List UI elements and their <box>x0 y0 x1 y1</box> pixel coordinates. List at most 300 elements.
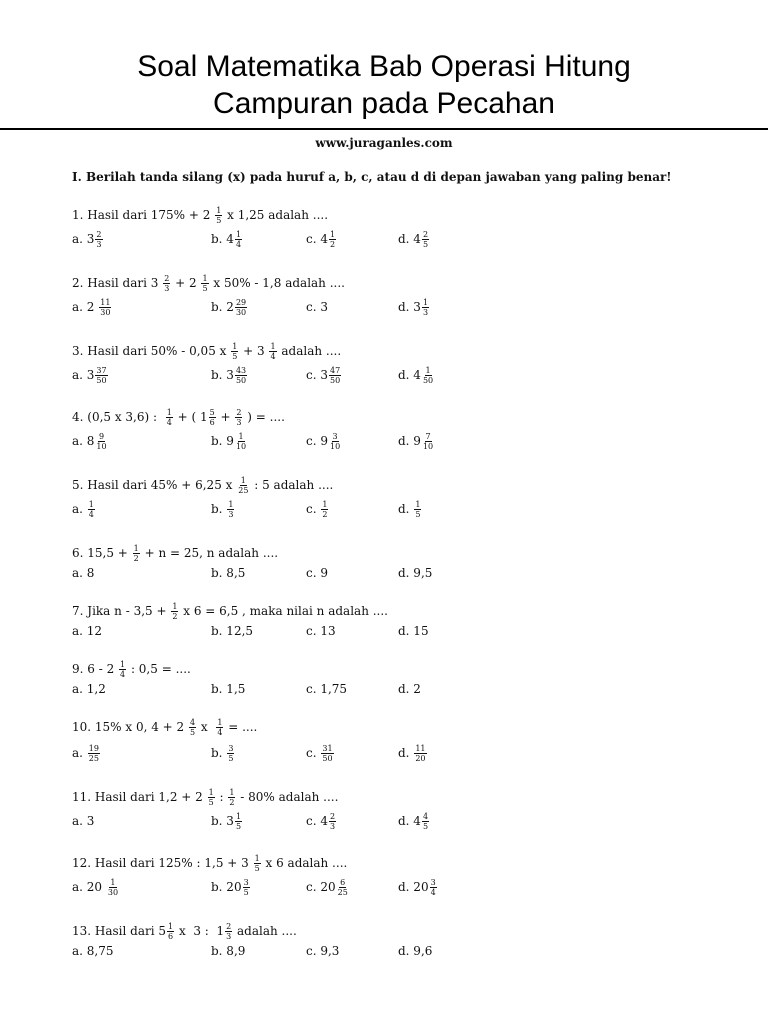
option-b-text: b. 20 <box>211 880 242 894</box>
option-a-fraction <box>88 744 100 763</box>
denominator: 30 <box>235 307 247 317</box>
stem-text: 13. Hasil dari 5 <box>72 924 167 938</box>
option-d[interactable] <box>398 676 421 702</box>
stem-text: + 2 <box>171 276 201 290</box>
option-d[interactable] <box>398 496 422 522</box>
option-b-fraction <box>235 432 247 451</box>
option-a-fraction <box>88 500 95 519</box>
question-stem <box>72 542 278 564</box>
denominator: 3 <box>226 931 232 941</box>
option-c[interactable] <box>306 294 328 320</box>
option-b[interactable] <box>211 362 248 388</box>
page-title <box>0 48 768 122</box>
option-d-text: d. 20 <box>398 880 429 894</box>
option-d-text: d. 9 <box>398 434 421 448</box>
stem-fraction <box>208 788 215 807</box>
stem-text: 11. Hasil dari 1,2 + 2 <box>72 790 207 804</box>
numerator: 1 <box>232 341 238 351</box>
numerator: 1 <box>235 811 242 821</box>
numerator: 2 <box>164 273 170 283</box>
stem-text: = .... <box>224 720 258 734</box>
option-b-fraction <box>227 500 234 519</box>
stem-text: x 50% - 1,8 adalah .... <box>209 276 345 290</box>
option-a-fraction <box>107 878 119 897</box>
option-a[interactable] <box>72 294 112 320</box>
denominator: 10 <box>96 441 107 451</box>
numerator: 1 <box>228 499 234 509</box>
option-b-text: b. 9 <box>211 434 234 448</box>
option-a-text: a. 8 <box>72 566 95 580</box>
option-c-text: c. 4 <box>306 814 328 828</box>
numerator: 29 <box>235 297 247 307</box>
numerator: 1 <box>229 787 235 797</box>
numerator: 3 <box>243 877 249 887</box>
option-d-text: d. 9,6 <box>398 944 433 958</box>
stem-fraction <box>215 206 222 225</box>
option-c-text: c. 3 <box>306 368 328 382</box>
option-d-fraction <box>430 878 437 897</box>
option-a-text: a. 3 <box>72 368 95 382</box>
denominator: 4 <box>217 727 223 737</box>
option-a-text: a. 2 <box>72 300 99 314</box>
numerator: 1 <box>254 853 260 863</box>
denominator: 3 <box>236 417 242 427</box>
option-d-fraction <box>422 366 434 385</box>
denominator: 5 <box>208 797 214 807</box>
denominator: 30 <box>100 307 111 317</box>
numerator: 1 <box>240 475 246 485</box>
stem-fraction <box>269 342 276 361</box>
stem-text: 9. 6 - 2 <box>72 662 119 676</box>
question-item <box>72 600 712 650</box>
denominator: 25 <box>88 753 99 763</box>
option-c-text: c. 9 <box>306 566 328 580</box>
numerator: 2 <box>422 229 429 239</box>
numerator: 1 <box>168 921 174 931</box>
option-b[interactable] <box>211 560 245 586</box>
question-stem <box>72 474 333 496</box>
stem-text: + 3 <box>239 344 269 358</box>
stem-text: 6. 15,5 + <box>72 546 132 560</box>
question-stem <box>72 272 345 294</box>
question-item <box>72 542 712 592</box>
option-b[interactable] <box>211 618 253 644</box>
option-a-text: a. <box>72 502 87 516</box>
stem-text: 7. Jika n - 3,5 + <box>72 604 171 618</box>
question-item <box>72 920 712 970</box>
option-b[interactable] <box>211 294 248 320</box>
stem-fraction <box>237 476 249 495</box>
denominator: 5 <box>235 821 242 831</box>
option-a[interactable] <box>72 226 104 252</box>
option-d[interactable] <box>398 618 429 644</box>
denominator: 2 <box>329 239 336 249</box>
option-a-fraction <box>99 298 111 317</box>
option-d-fraction <box>422 812 429 831</box>
option-c-fraction <box>329 812 336 831</box>
numerator: 1 <box>322 499 328 509</box>
denominator: 3 <box>164 283 170 293</box>
option-c[interactable] <box>306 874 350 900</box>
stem-fraction <box>163 274 170 293</box>
question-item <box>72 474 712 524</box>
stem-text: 1. Hasil dari 175% + 2 <box>72 208 215 222</box>
denominator: 25 <box>238 485 249 495</box>
option-c-text: c. 9,3 <box>306 944 340 958</box>
option-a[interactable] <box>72 874 120 900</box>
option-b-text: b. 3 <box>211 814 234 828</box>
stem-text: 2. Hasil dari 3 <box>72 276 163 290</box>
option-a-text: a. 3 <box>72 232 95 246</box>
option-a-text: a. 20 <box>72 880 106 894</box>
option-b-text: b. 12,5 <box>211 624 254 638</box>
option-d-text: d. 4 <box>398 232 421 246</box>
option-b-text: b. 3 <box>211 368 234 382</box>
option-c-text: c. 3 <box>306 300 328 314</box>
option-a-text: a. 1,2 <box>72 682 106 696</box>
question-item <box>72 406 712 456</box>
denominator: 5 <box>415 509 421 519</box>
stem-text: 4. (0,5 x 3,6) : <box>72 410 165 424</box>
option-a-text: a. <box>72 746 87 760</box>
option-c[interactable] <box>306 808 337 834</box>
option-c[interactable] <box>306 362 342 388</box>
denominator: 30 <box>107 887 119 897</box>
option-c-text: c. 13 <box>306 624 336 638</box>
question-item <box>72 340 712 390</box>
option-c-fraction <box>337 878 349 897</box>
numerator: 1 <box>88 499 94 509</box>
denominator: 4 <box>166 417 172 427</box>
numerator: 3 <box>228 743 234 753</box>
option-d-fraction <box>422 432 434 451</box>
option-d-fraction <box>422 230 429 249</box>
option-a[interactable] <box>72 560 94 586</box>
option-d[interactable] <box>398 808 430 834</box>
option-c[interactable] <box>306 428 342 454</box>
option-b-fraction <box>235 812 242 831</box>
question-item <box>72 852 712 902</box>
option-a-text: a. 3 <box>72 814 95 828</box>
option-d-text: d. <box>398 502 414 516</box>
numerator: 1 <box>120 659 126 669</box>
stem-fraction <box>133 544 140 563</box>
option-c[interactable] <box>306 496 329 522</box>
numerator: 1 <box>422 297 429 307</box>
option-d[interactable] <box>398 560 432 586</box>
numerator: 1 <box>235 229 242 239</box>
option-b-fraction <box>235 230 242 249</box>
option-b[interactable] <box>211 496 235 522</box>
option-c-text: c. 20 <box>306 880 336 894</box>
option-a-fraction <box>95 230 102 249</box>
option-a[interactable] <box>72 938 114 964</box>
numerator: 5 <box>209 407 215 417</box>
denominator: 4 <box>270 351 276 361</box>
denominator: 3 <box>422 307 429 317</box>
stem-text: x 3 : 1 <box>175 924 225 938</box>
option-c-text: c. <box>306 502 321 516</box>
option-b-fraction <box>227 744 234 763</box>
stem-text: + ( 1 <box>173 410 208 424</box>
option-c[interactable] <box>306 618 336 644</box>
option-a[interactable] <box>72 740 101 766</box>
denominator: 20 <box>415 753 426 763</box>
denominator: 25 <box>337 887 348 897</box>
option-c-fraction <box>321 500 328 519</box>
option-d-fraction <box>414 500 421 519</box>
denominator: 3 <box>96 239 102 249</box>
option-c-fraction <box>321 744 333 763</box>
title-line-2: Campuran pada Pecahan <box>213 87 555 120</box>
question-stem <box>72 406 285 428</box>
numerator: 43 <box>235 365 247 375</box>
numerator: 3 <box>332 431 338 441</box>
option-b-fraction <box>235 298 247 317</box>
denominator: 6 <box>168 931 174 941</box>
denominator: 2 <box>133 553 139 563</box>
stem-text: + <box>216 410 235 424</box>
denominator: 6 <box>209 417 215 427</box>
numerator: 9 <box>98 431 105 441</box>
stem-fraction <box>235 408 242 427</box>
option-b-text: b. 4 <box>211 232 234 246</box>
website-url: www.juraganles.com <box>315 136 453 150</box>
option-d-text: d. 3 <box>398 300 421 314</box>
stem-fraction <box>216 718 223 737</box>
option-a-fraction <box>95 432 107 451</box>
option-d[interactable] <box>398 428 435 454</box>
denominator: 5 <box>243 887 249 897</box>
numerator: 2 <box>329 811 336 821</box>
numerator: 3 <box>430 877 436 887</box>
option-d[interactable] <box>398 740 428 766</box>
numerator: 1 <box>208 787 214 797</box>
denominator: 10 <box>235 441 247 451</box>
option-d[interactable] <box>398 874 438 900</box>
stem-text: + n = 25, n adalah .... <box>140 546 279 560</box>
option-b-text: b. 2 <box>211 300 234 314</box>
numerator: 1 <box>216 205 222 215</box>
question-item <box>72 716 712 766</box>
numerator: 1 <box>110 877 116 887</box>
option-a-text: a. 8 <box>72 434 95 448</box>
denominator: 50 <box>322 753 333 763</box>
option-c-text: c. 9 <box>306 434 328 448</box>
numerator: 1 <box>238 431 244 441</box>
option-b-text: b. <box>211 502 227 516</box>
stem-fraction <box>171 602 178 621</box>
denominator: 2 <box>322 509 328 519</box>
option-d[interactable] <box>398 362 435 388</box>
option-c-fraction <box>329 366 341 385</box>
option-b-text: b. 8,5 <box>211 566 246 580</box>
option-a[interactable] <box>72 808 94 834</box>
denominator: 5 <box>216 215 222 225</box>
stem-text: x 6 = 6,5 , maka nilai n adalah .... <box>179 604 388 618</box>
stem-text: x 6 adalah .... <box>261 856 348 870</box>
stem-text: x <box>197 720 216 734</box>
stem-fraction <box>119 660 126 679</box>
numerator: 2 <box>236 407 242 417</box>
numerator: 4 <box>422 811 429 821</box>
option-d-text: d. 15 <box>398 624 429 638</box>
numerator: 2 <box>226 921 232 931</box>
numerator: 1 <box>217 717 223 727</box>
denominator: 50 <box>329 375 341 385</box>
denominator: 5 <box>202 283 208 293</box>
option-b-text: b. <box>211 746 227 760</box>
denominator: 4 <box>120 669 126 679</box>
numerator: 1 <box>172 601 178 611</box>
option-b[interactable] <box>211 428 248 454</box>
option-b[interactable] <box>211 676 245 702</box>
numerator: 19 <box>88 743 99 753</box>
question-stem <box>72 852 347 874</box>
stem-text: 10. 15% x 0, 4 + 2 <box>72 720 188 734</box>
option-c-text: c. <box>306 746 321 760</box>
numerator: 11 <box>100 297 111 307</box>
option-b[interactable] <box>211 938 245 964</box>
option-b-fraction <box>235 366 247 385</box>
denominator: 50 <box>96 375 107 385</box>
denominator: 5 <box>254 863 260 873</box>
option-d[interactable] <box>398 226 430 252</box>
option-d-fraction <box>414 744 426 763</box>
option-d[interactable] <box>398 938 432 964</box>
numerator: 4 <box>190 717 196 727</box>
option-d-text: d. 9,5 <box>398 566 433 580</box>
stem-fraction <box>189 718 196 737</box>
option-a[interactable] <box>72 362 109 388</box>
option-b-fraction <box>243 878 250 897</box>
denominator: 4 <box>235 239 242 249</box>
denominator: 5 <box>422 239 429 249</box>
stem-fraction <box>228 788 235 807</box>
title-divider <box>0 128 768 130</box>
option-c[interactable] <box>306 560 328 586</box>
numerator: 11 <box>415 743 426 753</box>
stem-text: ) = .... <box>243 410 285 424</box>
stem-fraction <box>166 408 173 427</box>
numerator: 1 <box>133 543 139 553</box>
stem-text: adalah .... <box>233 924 297 938</box>
stem-text: - 80% adalah .... <box>236 790 339 804</box>
option-a[interactable] <box>72 618 102 644</box>
question-item <box>72 204 712 254</box>
option-c-text: c. 4 <box>306 232 328 246</box>
numerator: 7 <box>425 431 431 441</box>
title-line-1: Soal Matematika Bab Operasi Hitung <box>137 50 631 83</box>
stem-text: 3. Hasil dari 50% - 0,05 x <box>72 344 231 358</box>
option-d[interactable] <box>398 294 430 320</box>
denominator: 3 <box>329 821 336 831</box>
stem-text: : <box>215 790 228 804</box>
option-d-text: d. 4 <box>398 368 421 382</box>
option-c[interactable] <box>306 938 339 964</box>
denominator: 5 <box>422 821 429 831</box>
numerator: 37 <box>96 365 107 375</box>
denominator: 10 <box>422 441 434 451</box>
question-stem <box>72 204 328 226</box>
option-a-fraction <box>95 366 107 385</box>
denominator: 3 <box>228 509 234 519</box>
question-item <box>72 658 712 708</box>
stem-fraction <box>167 922 174 941</box>
numerator: 1 <box>415 499 421 509</box>
option-c-text: c. 1,75 <box>306 682 348 696</box>
option-b-text: b. 1,5 <box>211 682 246 696</box>
option-c-fraction <box>329 432 341 451</box>
option-a-text: a. 8,75 <box>72 944 114 958</box>
stem-fraction <box>201 274 208 293</box>
section-instruction: I. Berilah tanda silang (x) pada huruf a, b, c, atau d di depan jawaban yang paling benar! <box>72 170 672 184</box>
numerator: 31 <box>322 743 333 753</box>
option-b[interactable] <box>211 874 251 900</box>
option-b[interactable] <box>211 226 243 252</box>
option-b-text: b. 8,9 <box>211 944 246 958</box>
denominator: 5 <box>232 351 238 361</box>
denominator: 10 <box>329 441 341 451</box>
option-b[interactable] <box>211 740 235 766</box>
stem-fraction <box>231 342 238 361</box>
denominator: 5 <box>190 727 196 737</box>
numerator: 2 <box>96 229 102 239</box>
stem-fraction <box>209 408 216 427</box>
option-c[interactable] <box>306 676 347 702</box>
denominator: 4 <box>88 509 94 519</box>
denominator: 2 <box>229 797 235 807</box>
numerator: 47 <box>329 365 341 375</box>
question-stem <box>72 786 338 808</box>
option-c[interactable] <box>306 740 335 766</box>
question-stem <box>72 716 257 738</box>
option-c[interactable] <box>306 226 337 252</box>
question-item <box>72 272 712 322</box>
stem-text: 12. Hasil dari 125% : 1,5 + 3 <box>72 856 253 870</box>
option-a-text: a. 12 <box>72 624 103 638</box>
option-d-text: d. 2 <box>398 682 421 696</box>
option-d-text: d. 4 <box>398 814 421 828</box>
numerator: 1 <box>329 229 336 239</box>
option-d-text: d. <box>398 746 414 760</box>
denominator: 50 <box>235 375 247 385</box>
option-b[interactable] <box>211 808 243 834</box>
question-item <box>72 786 712 836</box>
numerator: 1 <box>270 341 276 351</box>
stem-text: x 1,25 adalah .... <box>223 208 329 222</box>
question-stem <box>72 340 341 362</box>
numerator: 1 <box>425 365 431 375</box>
numerator: 1 <box>202 273 208 283</box>
option-d-fraction <box>422 298 429 317</box>
stem-text: : 0,5 = .... <box>127 662 191 676</box>
denominator: 50 <box>422 375 434 385</box>
stem-fraction <box>254 854 261 873</box>
denominator: 5 <box>228 753 234 763</box>
denominator: 2 <box>172 611 178 621</box>
option-a[interactable] <box>72 496 96 522</box>
option-a[interactable] <box>72 428 109 454</box>
numerator: 6 <box>340 877 346 887</box>
stem-text: 5. Hasil dari 45% + 6,25 x <box>72 478 237 492</box>
stem-text: : 5 adalah .... <box>250 478 334 492</box>
stem-text: adalah .... <box>277 344 342 358</box>
option-a[interactable] <box>72 676 106 702</box>
numerator: 1 <box>166 407 172 417</box>
denominator: 4 <box>430 887 436 897</box>
option-c-fraction <box>329 230 336 249</box>
